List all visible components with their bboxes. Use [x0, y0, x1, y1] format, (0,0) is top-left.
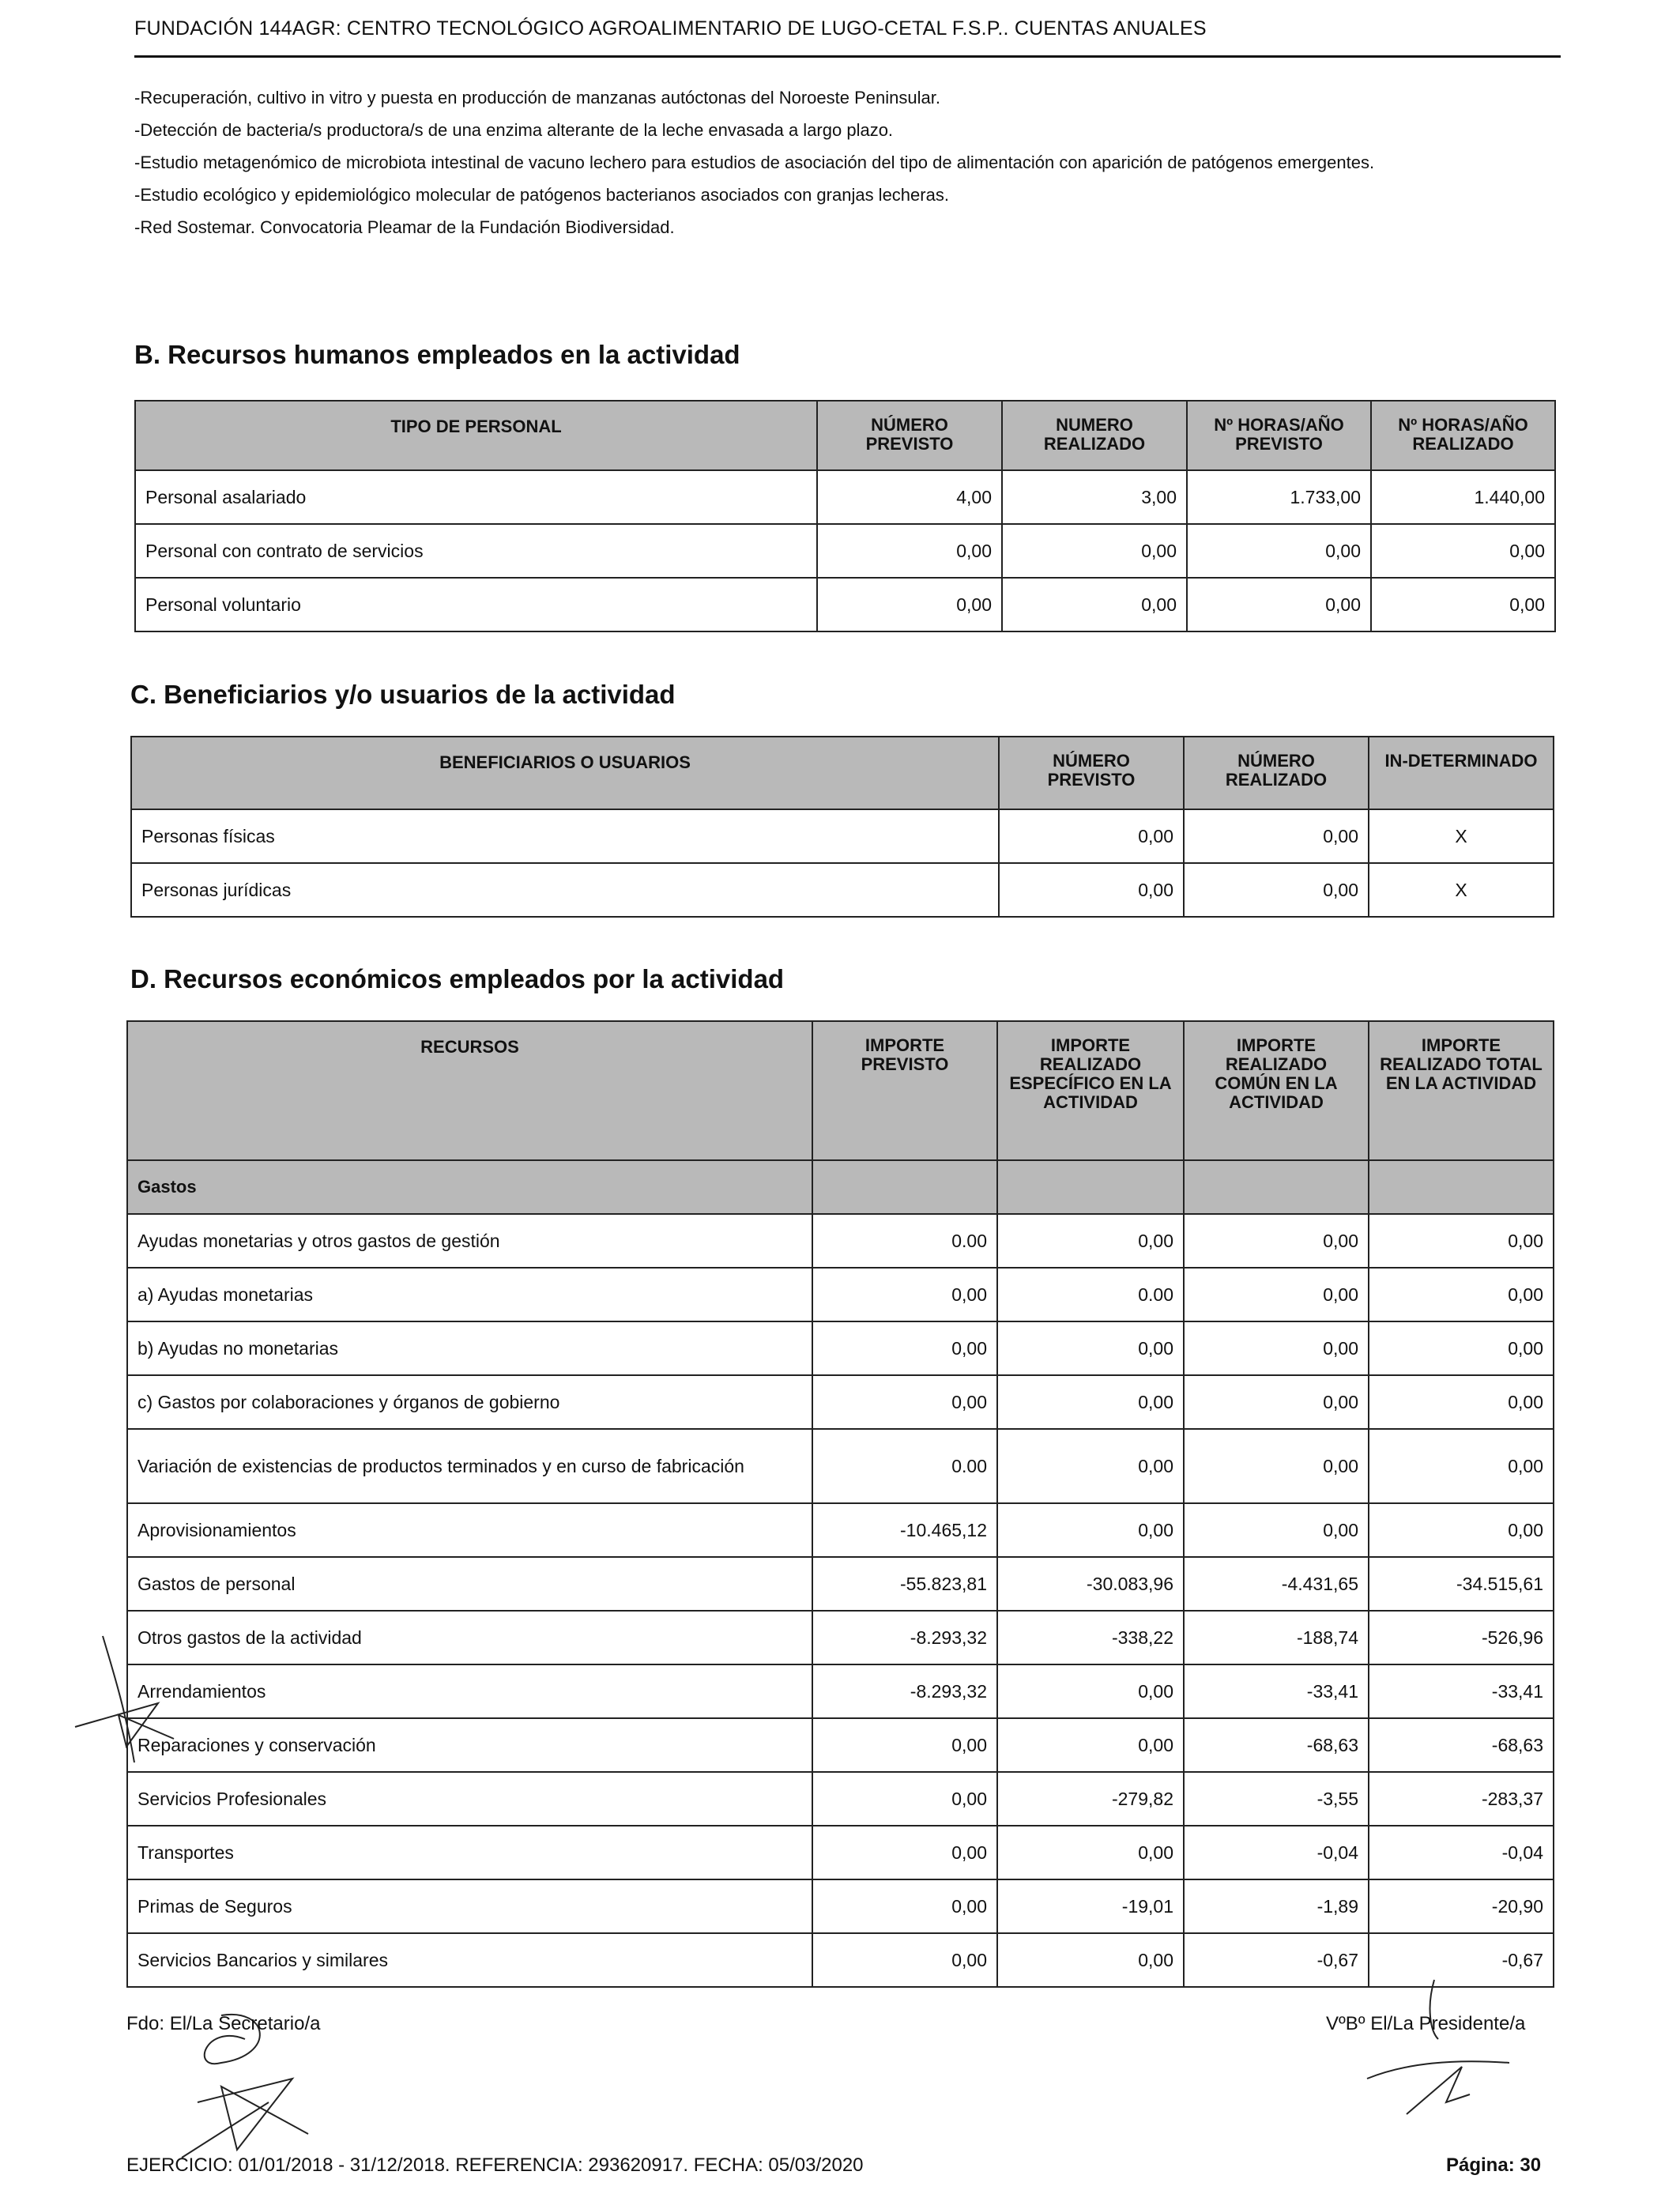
cell-value: -3,55	[1184, 1772, 1369, 1826]
page-number: Página: 30	[1446, 2154, 1542, 2176]
table-header-row	[135, 401, 1555, 470]
row-label: c) Gastos por colaboraciones y órganos de gobierno	[127, 1375, 812, 1429]
cell-value: 0,00	[997, 1933, 1184, 1987]
table-row	[127, 1826, 1554, 1879]
cell-value: 0,00	[1184, 1429, 1369, 1503]
section-c-title: C. Beneficiarios y/o usuarios de la actividad	[130, 680, 676, 709]
cell-value: -68,63	[1184, 1718, 1369, 1772]
row-label: b) Ayudas no monetarias	[127, 1321, 812, 1375]
row-label: Aprovisionamientos	[127, 1503, 812, 1557]
table-row	[127, 1321, 1554, 1375]
column-header: NÚMERO PREVISTO	[817, 401, 1002, 470]
cell-value: 0,00	[817, 524, 1002, 578]
cell-value: 0.00	[812, 1429, 997, 1503]
table-row	[131, 863, 1554, 917]
cell-value: 0,00	[1184, 863, 1369, 917]
cell-value: 0,00	[812, 1933, 997, 1987]
row-label: Otros gastos de la actividad	[127, 1611, 812, 1664]
row-label: Personal con contrato de servicios	[135, 524, 817, 578]
cell-value: 0,00	[1184, 1214, 1369, 1268]
cell-value: 0,00	[812, 1268, 997, 1321]
cell-value: 0,00	[1184, 809, 1369, 863]
cell-value: -1,89	[1184, 1879, 1369, 1933]
cell-value: -4.431,65	[1184, 1557, 1369, 1611]
empty-cell	[812, 1160, 997, 1214]
cell-value: 0,00	[997, 1429, 1184, 1503]
table-row	[131, 809, 1554, 863]
table-row	[127, 1375, 1554, 1429]
row-label: Ayudas monetarias y otros gastos de gestión	[127, 1214, 812, 1268]
column-header: TIPO DE PERSONAL	[135, 401, 817, 470]
row-label: Personas físicas	[131, 809, 999, 863]
row-label: Arrendamientos	[127, 1664, 812, 1718]
cell-value: -279,82	[997, 1772, 1184, 1826]
row-label: Servicios Profesionales	[127, 1772, 812, 1826]
cell-value: 0,00	[1369, 1503, 1554, 1557]
cell-value: 0,00	[1369, 1214, 1554, 1268]
cell-value: -19,01	[997, 1879, 1184, 1933]
row-label: Personal voluntario	[135, 578, 817, 631]
table-row	[127, 1611, 1554, 1664]
cell-value: 0.00	[997, 1268, 1184, 1321]
cell-value: X	[1369, 809, 1554, 863]
group-row-gastos	[127, 1160, 1554, 1214]
table-row	[127, 1879, 1554, 1933]
table-row	[127, 1772, 1554, 1826]
table-row	[127, 1557, 1554, 1611]
cell-value: -68,63	[1369, 1718, 1554, 1772]
column-header: Nº HORAS/AÑO REALIZADO	[1371, 401, 1555, 470]
cell-value: 0,00	[997, 1718, 1184, 1772]
president-signature	[1359, 1976, 1517, 2134]
column-header: IMPORTE REALIZADO COMÚN EN LA ACTIVIDAD	[1184, 1021, 1369, 1160]
cell-value: -8.293,32	[812, 1611, 997, 1664]
table-row	[135, 470, 1555, 524]
cell-value: 0,00	[1369, 1375, 1554, 1429]
empty-cell	[1369, 1160, 1554, 1214]
column-header: NÚMERO REALIZADO	[1184, 737, 1369, 809]
cell-value: -55.823,81	[812, 1557, 997, 1611]
cell-value: 0,00	[1002, 578, 1187, 631]
cell-value: -20,90	[1369, 1879, 1554, 1933]
table-row	[127, 1503, 1554, 1557]
activity-list	[134, 81, 1565, 243]
cell-value: 1.733,00	[1187, 470, 1371, 524]
cell-value: -30.083,96	[997, 1557, 1184, 1611]
economic-resources-table	[126, 1020, 1554, 1988]
cell-value: -0,67	[1184, 1933, 1369, 1987]
human-resources-table	[134, 400, 1556, 632]
row-label: Primas de Seguros	[127, 1879, 812, 1933]
cell-value: -33,41	[1369, 1664, 1554, 1718]
cell-value: 0,00	[997, 1375, 1184, 1429]
cell-value: -0,04	[1184, 1826, 1369, 1879]
cell-value: 0,00	[1369, 1268, 1554, 1321]
cell-value: -34.515,61	[1369, 1557, 1554, 1611]
cell-value: 0,00	[997, 1664, 1184, 1718]
cell-value: 0,00	[997, 1503, 1184, 1557]
row-label: Personal asalariado	[135, 470, 817, 524]
cell-value: -283,37	[1369, 1772, 1554, 1826]
cell-value: -0,67	[1369, 1933, 1554, 1987]
empty-cell	[1184, 1160, 1369, 1214]
table-row	[127, 1933, 1554, 1987]
cell-value: -33,41	[1184, 1664, 1369, 1718]
section-b-title: B. Recursos humanos empleados en la actividad	[134, 340, 740, 369]
row-label: a) Ayudas monetarias	[127, 1268, 812, 1321]
table-row	[127, 1214, 1554, 1268]
activity-item: -Red Sostemar. Convocatoria Pleamar de la Fundación Biodiversidad.	[134, 217, 675, 237]
cell-value: 0,00	[1187, 524, 1371, 578]
cell-value: 1.440,00	[1371, 470, 1555, 524]
activity-item: -Estudio metagenómico de microbiota intestinal de vacuno lechero para estudios de asociación del tipo de alimentación con aparición de patógenos emergentes.	[134, 153, 1375, 172]
cell-value: 0,00	[812, 1321, 997, 1375]
cell-value: 0,00	[1369, 1321, 1554, 1375]
activity-item: -Estudio ecológico y epidemiológico molecular de patógenos bacterianos asociados con granjas lecheras.	[134, 185, 949, 205]
cell-value: -0,04	[1369, 1826, 1554, 1879]
cell-value: 0,00	[817, 578, 1002, 631]
table-row	[127, 1664, 1554, 1718]
cell-value: 0,00	[812, 1879, 997, 1933]
cell-value: 0,00	[812, 1772, 997, 1826]
table-row	[127, 1718, 1554, 1772]
column-header: IMPORTE PREVISTO	[812, 1021, 997, 1160]
group-label: Gastos	[127, 1160, 812, 1214]
table-row	[135, 578, 1555, 631]
cell-value: 0,00	[997, 1826, 1184, 1879]
cell-value: -338,22	[997, 1611, 1184, 1664]
beneficiaries-table	[130, 736, 1554, 918]
cell-value: -8.293,32	[812, 1664, 997, 1718]
cell-value: 0.00	[812, 1214, 997, 1268]
section-d-title: D. Recursos económicos empleados por la actividad	[130, 964, 785, 993]
table-header-row	[127, 1021, 1554, 1160]
column-header: NÚMERO PREVISTO	[999, 737, 1184, 809]
cell-value: 0,00	[812, 1826, 997, 1879]
cell-value: 0,00	[1184, 1321, 1369, 1375]
cell-value: 0,00	[1369, 1429, 1554, 1503]
cell-value: -526,96	[1369, 1611, 1554, 1664]
cell-value: -188,74	[1184, 1611, 1369, 1664]
row-label: Servicios Bancarios y similares	[127, 1933, 812, 1987]
document-header-title: FUNDACIÓN 144AGR: CENTRO TECNOLÓGICO AGROALIMENTARIO DE LUGO-CETAL F.S.P.. CUENTAS ANUALES	[134, 17, 1207, 40]
empty-cell	[997, 1160, 1184, 1214]
cell-value: 0,00	[1371, 578, 1555, 631]
table-row	[135, 524, 1555, 578]
row-label: Personas jurídicas	[131, 863, 999, 917]
column-header: RECURSOS	[127, 1021, 812, 1160]
president-signature-label: VºBº El/La Presidente/a	[1326, 2013, 1526, 2034]
footer-reference: EJERCICIO: 01/01/2018 - 31/12/2018. REFERENCIA: 293620917. FECHA: 05/03/2020	[126, 2154, 864, 2176]
column-header: BENEFICIARIOS O USUARIOS	[131, 737, 999, 809]
cell-value: 0,00	[999, 809, 1184, 863]
row-label: Variación de existencias de productos terminados y en curso de fabricación	[127, 1429, 812, 1503]
column-header: IN-DETERMINADO	[1369, 737, 1554, 809]
cell-value: 0,00	[1184, 1268, 1369, 1321]
cell-value: 0,00	[1002, 524, 1187, 578]
cell-value: 0,00	[812, 1718, 997, 1772]
cell-value: 0,00	[997, 1321, 1184, 1375]
cell-value: 0,00	[1184, 1503, 1369, 1557]
column-header: IMPORTE REALIZADO ESPECÍFICO EN LA ACTIVIDAD	[997, 1021, 1184, 1160]
cell-value: X	[1369, 863, 1554, 917]
table-header-row	[131, 737, 1554, 809]
cell-value: 3,00	[1002, 470, 1187, 524]
cell-value: 4,00	[817, 470, 1002, 524]
table-row	[127, 1429, 1554, 1503]
secretary-signature-label: Fdo: El/La Secretario/a	[126, 2013, 321, 2034]
cell-value: 0,00	[999, 863, 1184, 917]
cell-value: 0,00	[1184, 1375, 1369, 1429]
row-label: Gastos de personal	[127, 1557, 812, 1611]
cell-value: 0,00	[1187, 578, 1371, 631]
cell-value: -10.465,12	[812, 1503, 997, 1557]
cell-value: 0,00	[1371, 524, 1555, 578]
cell-value: 0,00	[812, 1375, 997, 1429]
column-header: IMPORTE REALIZADO TOTAL EN LA ACTIVIDAD	[1369, 1021, 1554, 1160]
activity-item: -Recuperación, cultivo in vitro y puesta en producción de manzanas autóctonas del Noroeste Peninsular.	[134, 88, 940, 107]
row-label: Reparaciones y conservación	[127, 1718, 812, 1772]
activity-item: -Detección de bacteria/s productora/s de una enzima alterante de la leche envasada a largo plazo.	[134, 120, 894, 140]
cell-value: 0,00	[997, 1214, 1184, 1268]
table-row	[127, 1268, 1554, 1321]
column-header: Nº HORAS/AÑO PREVISTO	[1187, 401, 1371, 470]
column-header: NUMERO REALIZADO	[1002, 401, 1187, 470]
row-label: Transportes	[127, 1826, 812, 1879]
header-divider	[134, 55, 1561, 58]
